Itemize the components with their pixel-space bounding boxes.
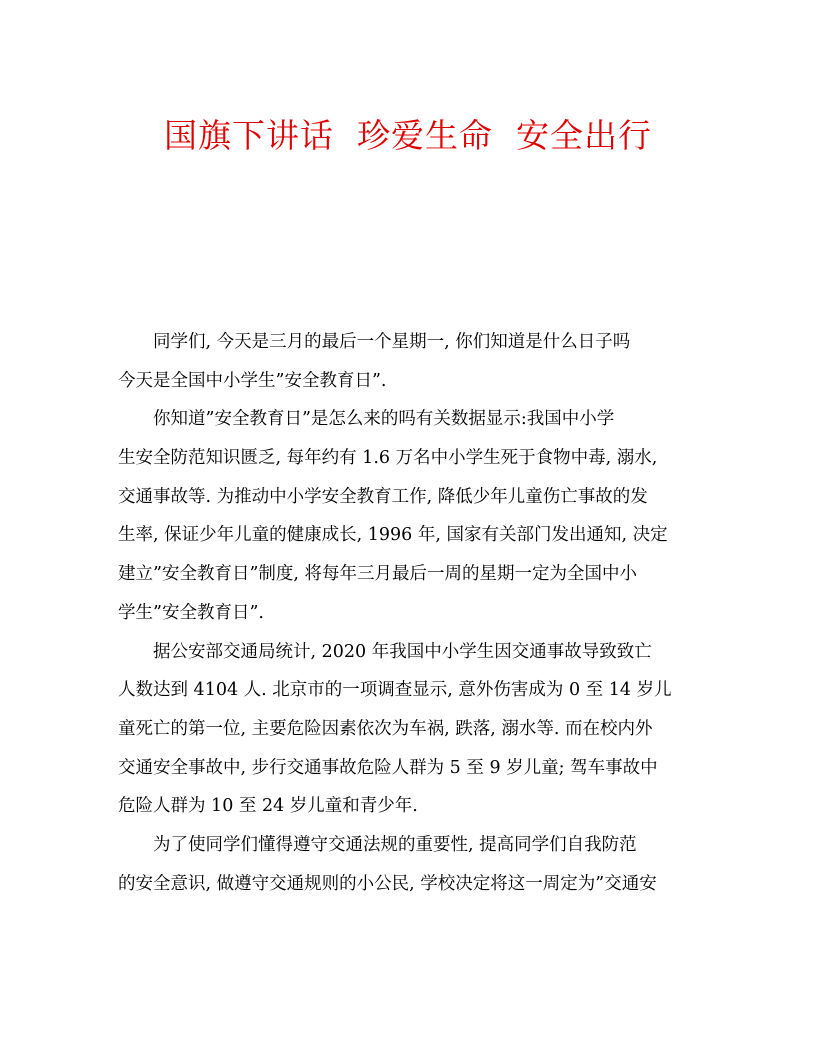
text-line: 学生”安全教育日”. — [118, 602, 264, 623]
text-line: 交通安全事故中, 步行交通事故危险人群为 5 至 9 岁儿童; 驾车事故中 — [118, 757, 658, 778]
text-line: 建立”安全教育日”制度, 将每年三月最后一周的星期一定为全国中小 — [118, 564, 638, 585]
text-line: 生率, 保证少年儿童的健康成长, 1996 年, 国家有关部门发出通知, 决定 — [118, 525, 668, 546]
text-line: 同学们, 今天是三月的最后一个星期一, 你们知道是什么日子吗 — [153, 332, 631, 352]
text-line: 童死亡的第一位, 主要危险因素依次为车祸, 跌落, 溺水等. 而在校内外 — [118, 718, 653, 739]
document-title: 国旗下讲话 珍爱生命 安全出行 — [164, 116, 652, 155]
text-line: 你知道”安全教育日”是怎么来的吗有关数据显示:我国中小学 — [153, 409, 615, 430]
text-line: 人数达到 4104 人. 北京市的一项调查显示, 意外伤害成为 0 至 14 岁儿 — [118, 680, 672, 701]
text-line: 据公安部交通局统计, 2020 年我国中小学生因交通事故导致致亡 — [153, 641, 652, 662]
text-line: 危险人群为 10 至 24 岁儿童和青少年. — [118, 796, 418, 817]
text-line: 生安全防范知识匮乏, 每年约有 1.6 万名中小学生死于食物中毒, 溺水, — [118, 448, 658, 469]
text-line: 为了使同学们懂得遵守交通法规的重要性, 提高同学们自我防范 — [153, 834, 637, 855]
text-line: 的安全意识, 做遵守交通规则的小公民, 学校决定将这一周定为”交通安 — [118, 873, 657, 894]
document-body — [118, 323, 698, 903]
text-line: 今天是全国中小学生”安全教育日”. — [118, 370, 387, 391]
text-line: 交通事故等. 为推动中小学安全教育工作, 降低少年儿童伤亡事故的发 — [118, 486, 648, 507]
